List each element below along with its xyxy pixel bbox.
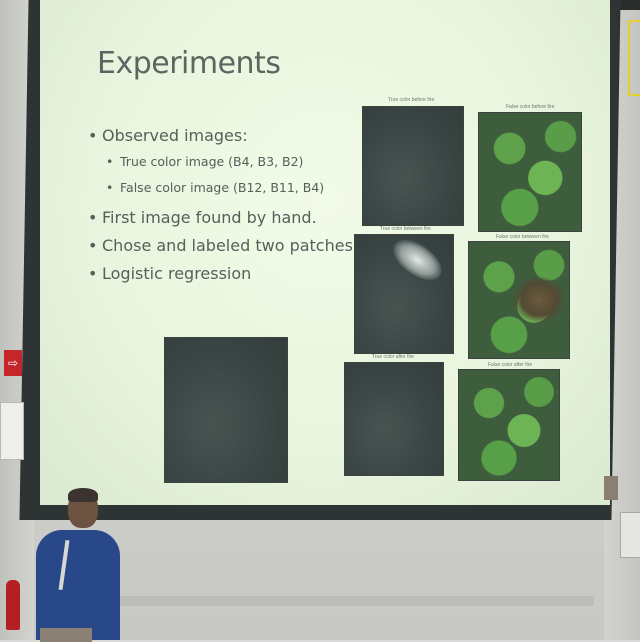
sub-bullet-true-color: • True color image (B4, B3, B2) xyxy=(86,149,366,175)
wall-shelf xyxy=(604,476,618,500)
speaker-body xyxy=(36,530,120,640)
caption-false-before: False color before fire xyxy=(506,104,555,110)
wall-rail xyxy=(118,596,594,606)
exit-sign: ⇨ xyxy=(4,350,22,376)
caption-true-between: True color between fire xyxy=(380,226,431,232)
false-color-between-fire xyxy=(468,241,570,359)
caption-false-between: False color between fire xyxy=(496,234,550,240)
wall-switch-box xyxy=(620,512,640,558)
smoke-plume xyxy=(386,234,448,288)
caption-true-after: True color after fire xyxy=(372,354,415,360)
true-color-after-fire xyxy=(344,362,444,476)
projected-slide xyxy=(40,0,610,505)
caption-true-before: True color before fire xyxy=(388,97,435,103)
bullet-logistic-regression: • Logistic regression xyxy=(86,263,366,285)
caption-false-after: False color after fire xyxy=(488,362,533,368)
slide-title: Experiments xyxy=(97,46,281,81)
bullet-observed-images: • Observed images: xyxy=(86,125,366,147)
false-color-before-fire xyxy=(478,112,582,232)
yellow-cable xyxy=(628,20,640,96)
bullet-list xyxy=(86,125,366,287)
speaker-hair xyxy=(68,488,98,502)
false-color-after-fire xyxy=(458,369,560,481)
true-color-between-fire xyxy=(354,234,454,354)
wall-notice xyxy=(0,402,24,460)
true-color-before-fire xyxy=(362,106,464,226)
bullet-first-image: • First image found by hand. xyxy=(86,207,366,229)
burn-scar xyxy=(514,277,564,322)
fire-extinguisher xyxy=(6,580,20,630)
bullet-labeled-patches: • Chose and labeled two patches xyxy=(86,235,366,257)
patch-image xyxy=(164,337,288,483)
sub-bullet-false-color: • False color image (B12, B11, B4) xyxy=(86,175,366,201)
